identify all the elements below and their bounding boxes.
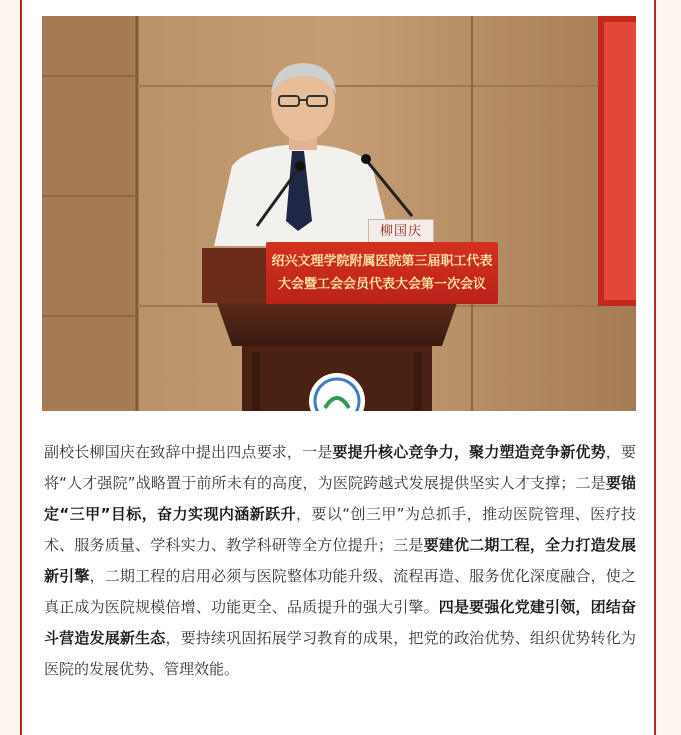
article-emphasis: 要建优二期工程，全力打造发展新引擎 (44, 536, 636, 585)
article-emphasis: 四是要强化党建引领，团结奋斗营造发展新生态 (44, 598, 636, 647)
article-text: 副校长柳国庆在致辞中提出四点要求，一是 (44, 443, 333, 461)
article-paragraph (44, 437, 636, 685)
article-emphasis: 要锚定“三甲”目标，奋力实现内涵新跃升 (44, 474, 636, 523)
banner-line-2: 大会暨工会会员代表大会第一次会议 (277, 277, 486, 292)
speaker-photo (42, 16, 636, 411)
speaker-nameplate: 柳国庆 (368, 219, 434, 245)
banner-line-1: 绍兴文理学院附属医院第三届职工代表 (271, 254, 493, 269)
article-text: ，要以“创三甲”为总抓手，推动医院管理、医疗技术、服务质量、学科实力、教学科研等全方位提升；三是 (44, 505, 636, 554)
article-text: ，要持续巩固拓展学习教育的成果，把党的政治优势、组织优势转化为医院的发展优势、管理效能。 (44, 629, 636, 678)
article-text: ，二期工程的启用必须与医院整体功能升级、流程再造、服务优化深度融合，使之真正成为医院规模倍增、功能更全、品质提升的强大引擎。 (44, 567, 636, 616)
article-text: ，要将“人才强院”战略置于前所未有的高度，为医院跨越式发展提供坚实人才支撑；二是 (44, 443, 636, 492)
conference-banner (266, 242, 498, 304)
article-emphasis: 要提升核心竞争力，聚力塑造竞争新优势 (332, 443, 606, 461)
speaker-photo-illustration (42, 16, 636, 411)
